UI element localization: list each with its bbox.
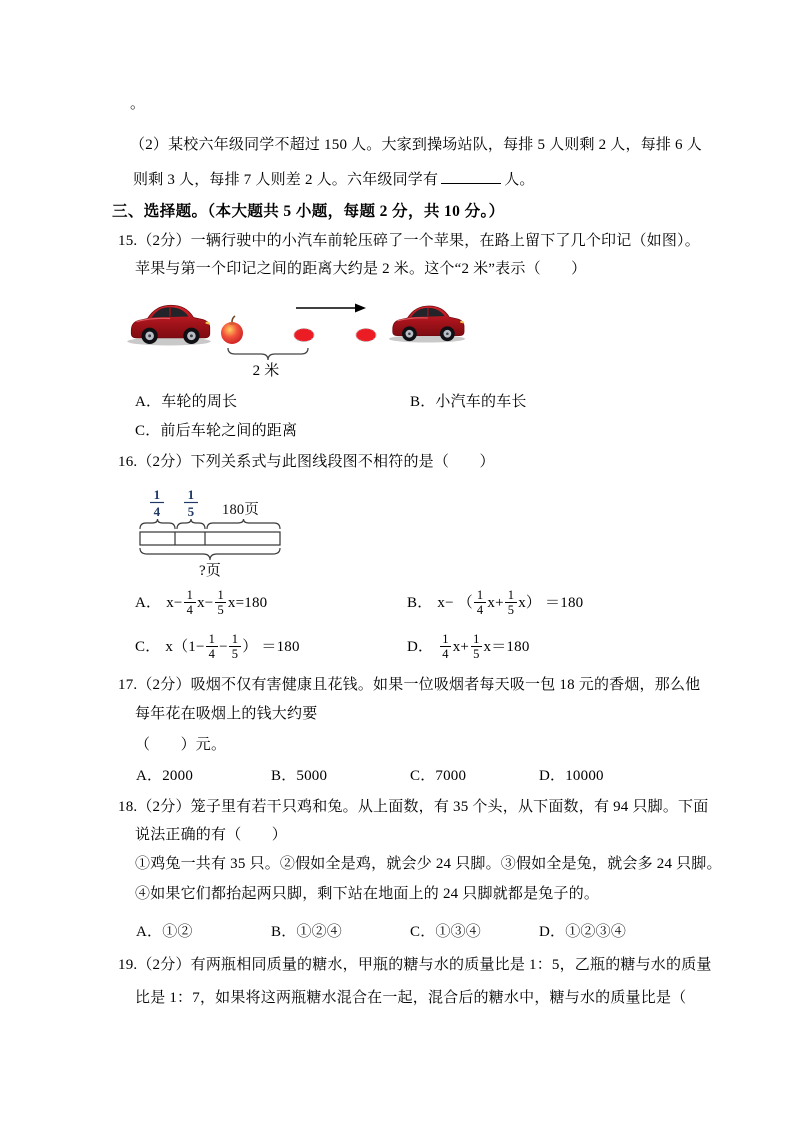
q17-option-b: B．5000 [271,768,328,784]
q17-option-d: D．10000 [539,768,604,784]
formula-text: x（1− [165,638,205,655]
q16-option-d-letter: D． [407,638,434,655]
q16-option-c-formula [165,633,299,662]
diagram-seg3-label: 180页 [222,502,260,518]
q14-part2-line2-suffix: 人。 [504,172,535,188]
q18-stem-line2: 说法正确的有（ ） [135,827,288,843]
formula-text: x＝180 [483,638,530,655]
q14-part2-line2-text: 则剩 3 人，每排 7 人则差 2 人。六年级同学有 [133,172,439,188]
answer-blank [441,170,501,184]
fraction: $\frac{1}{5}$ [471,633,482,662]
q15-stem-line1: 15.（2分）一辆行驶中的小汽车前轮压碎了一个苹果，在路上留下了几个印记（如图）。 [118,233,700,249]
q16-option-c-letter: C． [135,638,161,655]
overbrace-icon-3 [207,519,280,529]
q18-option-b: B．①②④ [271,924,343,940]
diagram-frac2-num: 1 [187,487,195,502]
formula-text: x） ＝180 [518,594,584,611]
q16-option-b [407,584,583,622]
apple-dimple [229,322,235,325]
tire-mark-icon-2 [356,329,376,342]
q14-part2-line1: （2）某校六年级同学不超过 150 人。大家到操场站队，每排 5 人则剩 2 人，每排 6 人 [130,137,702,153]
diagram-total-label: ?页 [198,563,222,579]
fraction: $\frac{1}{4}$ [440,633,451,662]
fraction: $\frac{1}{5}$ [229,633,240,662]
segment-bar [140,532,280,545]
formula-text: ） ＝180 [242,638,300,655]
diagram-frac1-num: 1 [153,487,161,502]
formula-text: x− [166,594,183,611]
tire-mark-icon-1 [294,329,314,342]
q14-part2-line2 [133,170,535,189]
formula-text: x− （ [437,594,473,611]
fraction: $\frac{1}{5}$ [215,589,226,618]
formula-text: − [219,638,228,655]
underbrace-icon-total [140,548,280,560]
formula-text: x+ [452,638,470,655]
q18-option-c: C．①③④ [410,924,482,940]
overbrace-icon-2 [177,519,205,529]
q16-option-a-letter: A． [135,594,162,611]
diagram-frac2-den: 5 [187,504,195,519]
q16-stem: 16.（2分）下列关系式与此图线段图不相符的是（ ） [118,454,495,470]
car-icon-left [127,305,211,345]
q15-figure [118,291,473,383]
fraction: $\frac{1}{4}$ [206,633,217,662]
fraction: $\frac{1}{5}$ [505,589,516,618]
arrow-head-icon [355,304,366,313]
q18-option-d: D．①②③④ [539,924,627,940]
q18-option-a: A．①② [136,924,193,940]
q17-option-a: A．2000 [136,768,194,784]
fraction: $\frac{1}{4}$ [184,589,195,618]
formula-text: x=180 [227,594,268,611]
q16-option-d-formula [438,633,529,662]
q18-statements-line1: ①鸡兔一共有 35 只。②假如全是鸡，就会少 24 只脚。③假如全是兔，就会多 24 只脚。 [135,856,722,872]
formula-text: x− [197,594,214,611]
overbrace-icon-1 [140,519,175,529]
q16-option-d [407,628,530,666]
fraction: $\frac{1}{4}$ [474,589,485,618]
underbrace-icon [228,348,308,360]
q19-stem-line1: 19.（2分）有两瓶相同质量的糖水，甲瓶的糖与水的质量比是 1：5，乙瓶的糖与水的质量 [118,957,712,973]
q16-option-a-formula [166,589,267,618]
q16-option-c [135,628,300,666]
stray-period: 。 [130,96,146,112]
q15-option-c: C．前后车轮之间的距离 [135,423,298,439]
formula-text: x+ [487,594,504,611]
diagram-frac1-den: 4 [153,504,161,519]
section-heading: 三、选择题。（本大题共 5 小题，每题 2 分，共 10 分。） [112,203,505,220]
q15-stem-line2: 苹果与第一个印记之间的距离大约是 2 米。这个“2 米”表示（ ） [135,261,587,277]
q15-option-b: B．小汽车的车长 [410,394,527,410]
q16-option-b-formula [437,589,583,618]
q16-diagram [138,486,288,581]
q18-stem-line1: 18.（2分）笼子里有若干只鸡和兔。从上面数，有 35 个头，从下面数，有 94 只脚。下面 [118,799,709,815]
apple-stem-icon [232,316,235,322]
distance-label: 2 米 [252,363,280,379]
car-icon-right [389,306,465,343]
q17-stem-line2: 每年花在吸烟上的钱大约要 [135,706,318,722]
apple-icon [221,322,243,344]
q17-stem-line1: 17.（2分）吸烟不仅有害健康且花钱。如果一位吸烟者每天吸一包 18 元的香烟，那么他 [118,677,701,693]
q16-option-b-letter: B． [407,594,433,611]
q17-stem-line3: （ ）元。 [135,737,227,753]
q19-stem-line2: 比是 1：7，如果将这两瓶糖水混合在一起，混合后的糖水中，糖与水的质量比是（ [135,990,687,1006]
q17-option-c: C．7000 [410,768,467,784]
q18-statements-line2: ④如果它们都抬起两只脚，剩下站在地面上的 24 只脚就都是兔子的。 [135,886,600,902]
q16-option-a [135,584,267,622]
q15-option-a: A．车轮的周长 [135,394,238,410]
